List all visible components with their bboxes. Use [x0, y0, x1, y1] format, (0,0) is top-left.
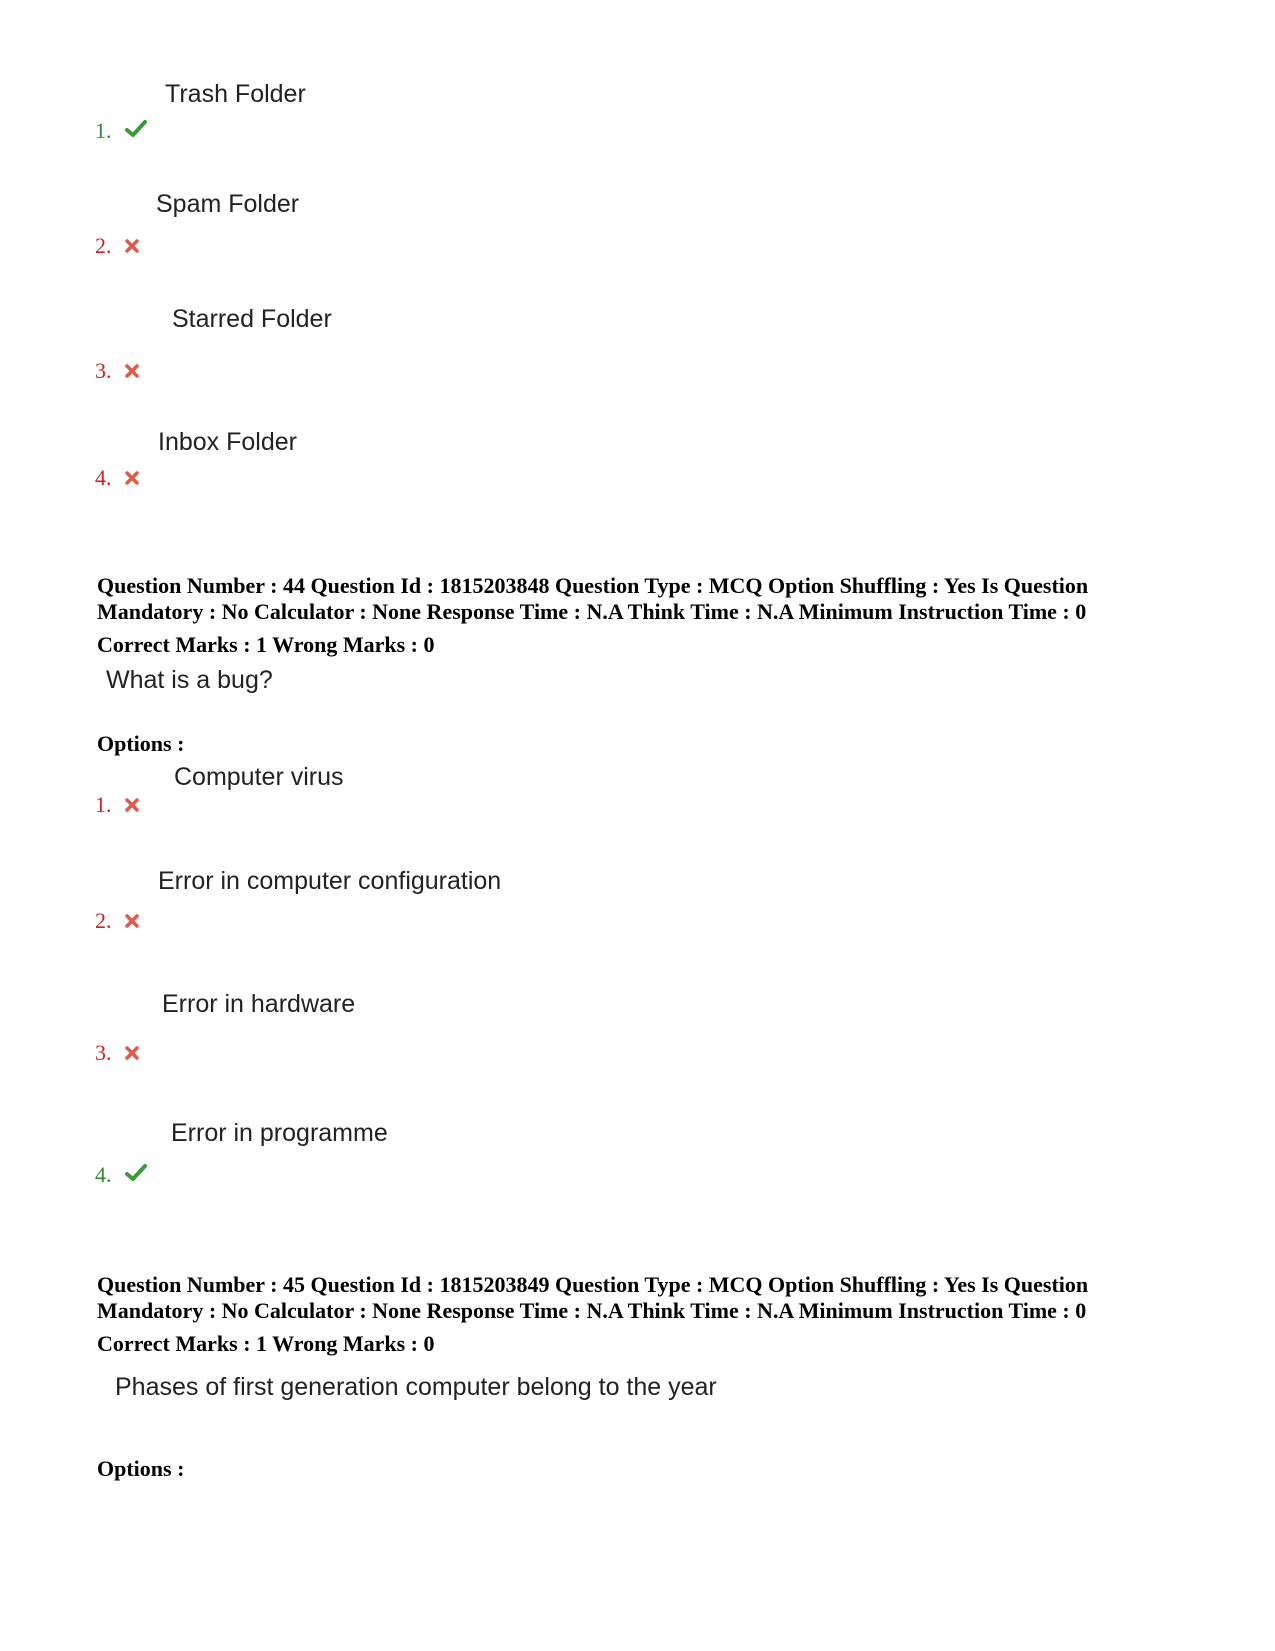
option-number: [95, 358, 139, 384]
option-number: [95, 1162, 147, 1188]
check-icon: [125, 118, 147, 144]
question-meta-line: Mandatory : No Calculator : None Response Time : N.A Think Time : N.A Minimum Instruction Time : 0: [97, 1298, 1087, 1323]
cross-icon: [125, 358, 139, 384]
question-meta: [97, 573, 1187, 625]
option-text: Inbox Folder: [158, 428, 297, 456]
cross-icon: [125, 465, 139, 491]
option-number: [95, 1040, 139, 1066]
question-meta: [97, 1272, 1187, 1324]
cross-icon: [125, 908, 139, 934]
option-number: [95, 118, 147, 144]
option-number-label: 3.: [95, 1040, 112, 1065]
option-number: [95, 792, 139, 818]
option-number-label: 3.: [95, 358, 112, 383]
cross-icon: [125, 1040, 139, 1066]
option-number-label: 1.: [95, 118, 112, 143]
options-label: Options :: [97, 1456, 185, 1481]
question-marks: Correct Marks : 1 Wrong Marks : 0: [97, 632, 435, 657]
option-text: Spam Folder: [156, 190, 300, 218]
cross-icon: [125, 792, 139, 818]
option-number-label: 4.: [95, 1162, 112, 1187]
option-number: [95, 908, 139, 934]
question-meta-line: Question Number : 45 Question Id : 1815203849 Question Type : MCQ Option Shuffling : Yes Is Question: [97, 1272, 1089, 1297]
option-text: Computer virus: [174, 763, 344, 791]
cross-icon: [125, 233, 139, 259]
question-text: What is a bug?: [106, 666, 273, 694]
option-number-label: 4.: [95, 465, 112, 490]
option-number: [95, 465, 139, 491]
question-meta-line: Question Number : 44 Question Id : 1815203848 Question Type : MCQ Option Shuffling : Yes Is Question: [97, 573, 1089, 598]
question-marks: Correct Marks : 1 Wrong Marks : 0: [97, 1331, 435, 1356]
option-text: Trash Folder: [165, 80, 306, 108]
option-text: Error in hardware: [162, 990, 356, 1018]
option-text: Error in programme: [171, 1119, 388, 1147]
option-number: [95, 233, 139, 259]
option-number-label: 2.: [95, 908, 112, 933]
option-number-label: 2.: [95, 233, 112, 258]
question-meta-line: Mandatory : No Calculator : None Response Time : N.A Think Time : N.A Minimum Instruction Time : 0: [97, 599, 1087, 624]
option-number-label: 1.: [95, 792, 112, 817]
option-text: Error in computer configuration: [158, 867, 502, 895]
question-text: Phases of first generation computer belong to the year: [115, 1373, 717, 1401]
option-text: Starred Folder: [172, 305, 332, 333]
check-icon: [125, 1162, 147, 1188]
options-label: Options :: [97, 731, 185, 756]
